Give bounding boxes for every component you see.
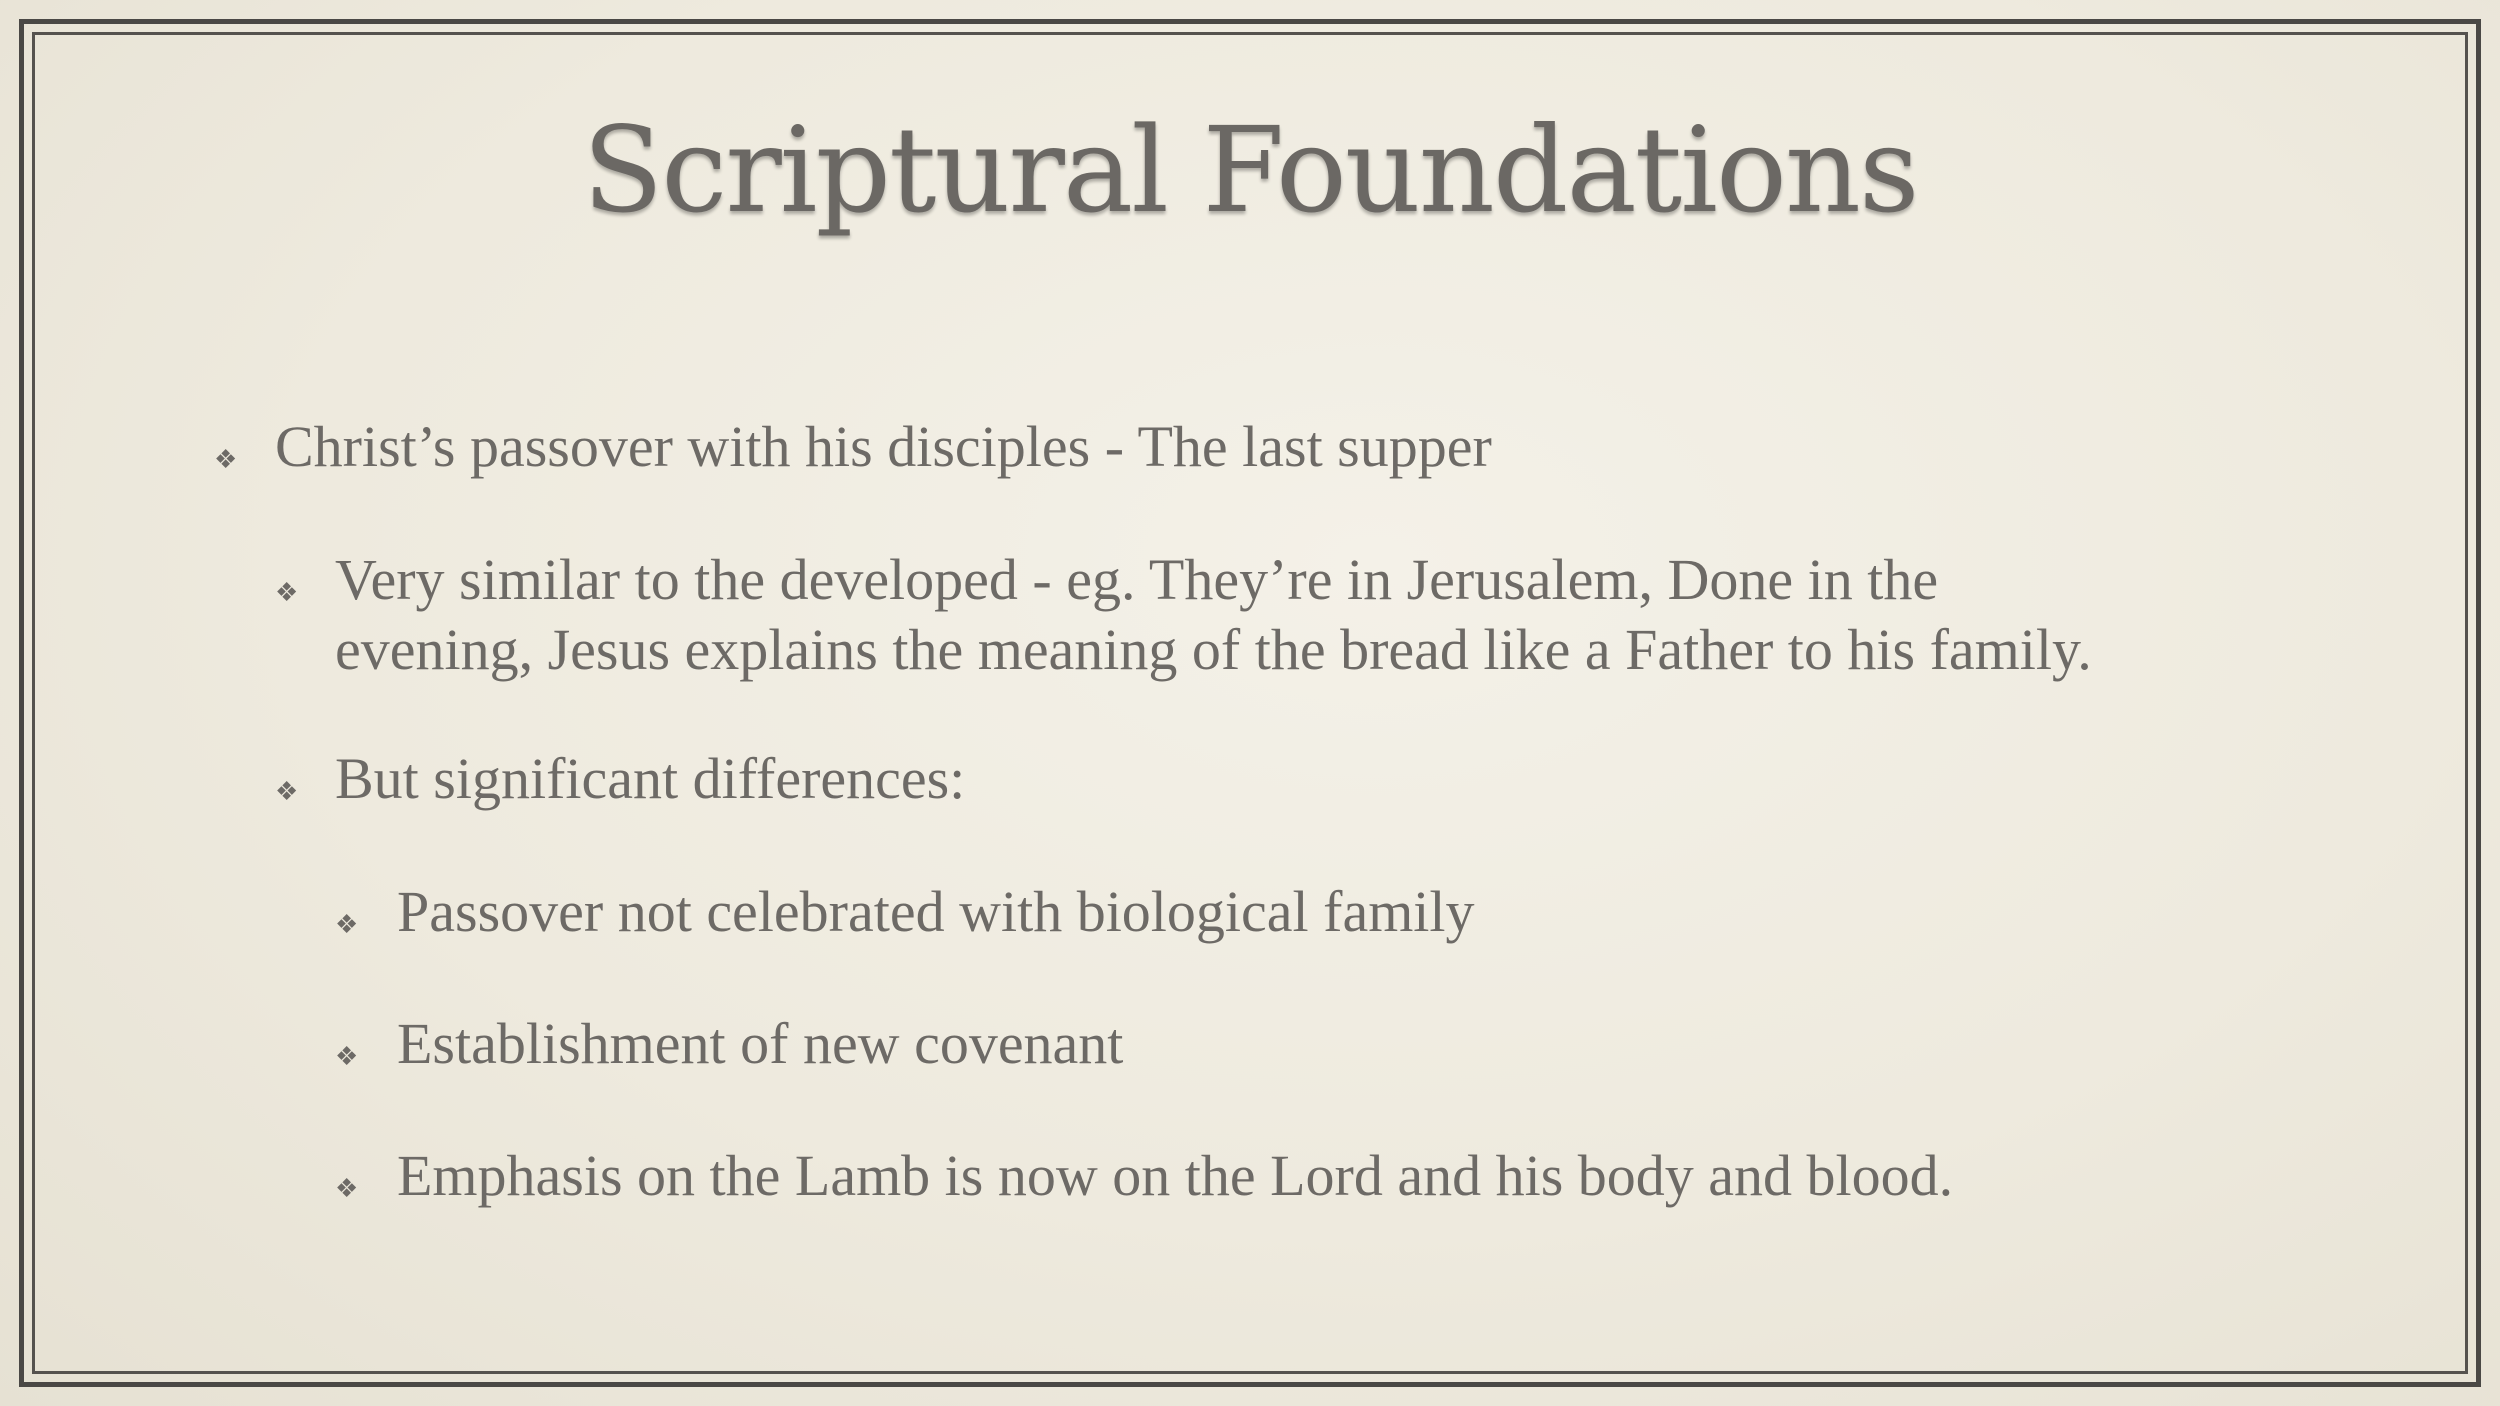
- slide-title: Scriptural Foundations: [582, 101, 1918, 239]
- diamond-bullet-icon: ❖: [335, 1174, 359, 1204]
- bullet-item-level-1: Christ’s passover with his disciples - The last supper: [275, 414, 1492, 479]
- bullet-item-level-3: Emphasis on the Lamb is now on the Lord and his body and blood.: [397, 1143, 1954, 1208]
- diamond-bullet-icon: ❖: [275, 777, 299, 807]
- bullet-item-level-2: But significant differences:: [335, 746, 966, 811]
- bullet-item-level-2-continuation: evening, Jesus explains the meaning of the bread like a Father to his family.: [335, 617, 2092, 682]
- diamond-bullet-icon: ❖: [214, 445, 238, 475]
- diamond-bullet-icon: ❖: [275, 578, 299, 608]
- bullet-item-level-3: Passover not celebrated with biological family: [397, 879, 1475, 944]
- diamond-bullet-icon: ❖: [335, 1042, 359, 1072]
- bullet-item-level-2: Very similar to the developed - eg. They’re in Jerusalem, Done in the: [335, 547, 1939, 612]
- bullet-item-level-3: Establishment of new covenant: [397, 1011, 1124, 1076]
- diamond-bullet-icon: ❖: [335, 910, 359, 940]
